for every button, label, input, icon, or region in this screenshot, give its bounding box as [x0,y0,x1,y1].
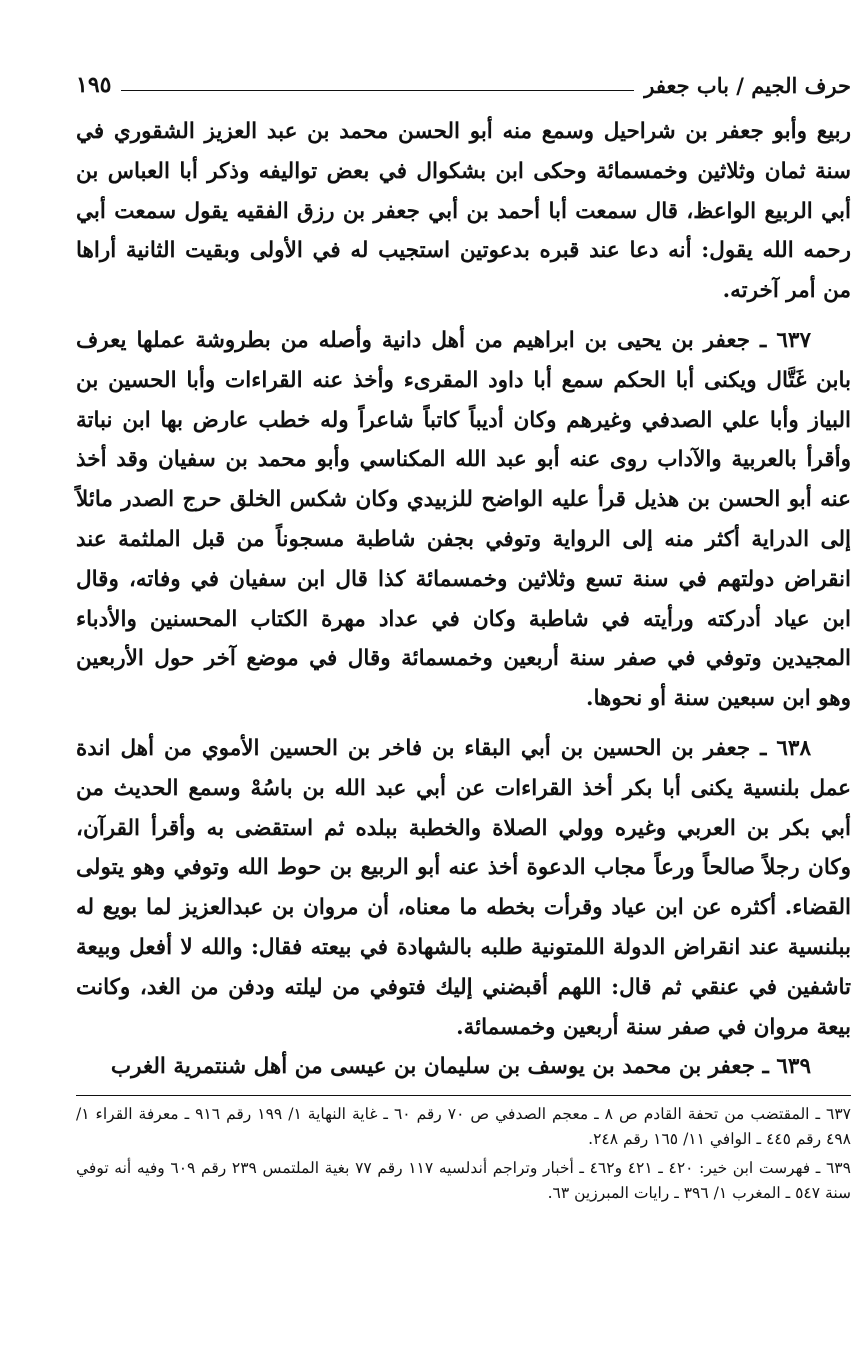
paragraph-continuation: ربيع وأبو جعفر بن شراحيل وسمع منه أبو الحسن محمد بن عبد العزيز الشقوري في سنة ثمان وثلاثين وخمسمائة وحكى ابن بشكوال في بعض تواليفه وذكر أبا العباس بن أبي الربيع الواعظ، قال سمعت أبا أحمد بن أبي جعفر بن رزق الفقيه يقول سمعت أبي رحمه الله يقول: أنه دعا عند قبره بدعوتين استجيب له في الأولى وبقيت الثانية أراها من أمر آخرته. [76,119,851,304]
entry-639: ٦٣٩ ـ جعفر بن محمد بن يوسف بن سليمان بن عيسى من أهل شنتمرية الغرب [110,1054,811,1080]
page-number: ١٩٥ [76,72,112,98]
header-rule [121,90,634,91]
entry-637: ٦٣٧ ـ جعفر بن يحيى بن ابراهيم من أهل دانية وأصله من بطروشة عملها يعرف بابن غَتَّال ويكنى أبا الحكم سمع أبا داود المقرىء وأخذ عنه القراءات وأبا الحسين بن البياز وأبا علي الصدفي وغيرهم وكان أديباً كاتباً شاعراً وله خطب عارض بها ابن نباتة وأقرأ بالعربية والآداب روى عنه أبو عبد الله المكناسي وأبو محمد بن سفيان وقد أخذ عنه أبو الحسن بن هذيل قرأ عليه الواضح للزبيدي وكان شكس الخلق حرج الصدر مائلاً إلى الدراية أكثر منه إلى الرواية وتوفي بجفن شاطبة مسجوناً من قبل الملثمة عند انقراض دولتهم في سنة تسع وثلاثين وخمسمائة كذا قال ابن سفيان في وفاته، وقال ابن عياد أدركته ورأيته في شاطبة وكان في عداد مهرة الكتاب المحسنين والأدباء المجيدين وتوفي في صفر سنة أربعين وخمسمائة وقال في موضع آخر حول الأربعين وهو ابن سبعين سنة أو نحوها. [76,327,851,712]
footnotes [76,1102,851,1206]
entry-638: ٦٣٨ ـ جعفر بن الحسين بن أبي البقاء بن فاخر بن الحسين الأموي من أهل اندة عمل بلنسية يكنى أبا بكر أخذ القراءات عن أبي عبد الله بن باسُهْ وسمع الحديث من أبي بكر بن العربي وغيره وولي الصلاة والخطبة ببلده ثم استقضى به وأقرأ القرآن، وكان رجلاً صالحاً ورعاً مجاب الدعوة أخذ عنه أبو الربيع بن حوط الله وتوفي وهو يتولى القضاء. أكثره عن ابن عياد وقرأت بخطه ما معناه، أن مروان بن عبدالعزيز لما بويع له ببلنسية عند انقراض الدولة اللمتونية طلبه بالشهادة في بيعته فقال: والله لا أفعل وبيعة تاشفين في عنقي ثم قال: اللهم أقبضني إليك فتوفي من ليلته ودفن من الغد، وكانت بيعة مروان في صفر سنة أربعين وخمسمائة. [76,735,851,1040]
main-text [76,112,851,1087]
footnote-rule [76,1095,851,1096]
book-page [76,70,851,1210]
footnote-637: ٦٣٧ ـ المقتضب من تحفة القادم ص ٨ ـ معجم الصدفي ص ٧٠ رقم ٦٠ ـ غاية النهاية ١/ ١٩٩ رقم ٩١٦ ـ معرفة القراء ١/ ٤٩٨ رقم ٤٤٥ ـ الوافي ١١/ ١٦٥ رقم ٢٤٨. [76,1105,851,1149]
running-title: حرف الجيم / باب جعفر [644,72,851,98]
page-header [76,70,851,100]
footnote-639: ٦٣٩ ـ فهرست ابن خير: ٤٢٠ ـ ٤٢١ و٤٦٢ ـ أخبار وتراجم أندلسيه ١١٧ رقم ٧٧ بغية الملتمس ٢٣٩ رقم ٦٠٩ وفيه أنه توفي سنة ٥٤٧ ـ المغرب ١/ ٣٩٦ ـ رايات المبرزين ٦٣. [76,1159,851,1203]
